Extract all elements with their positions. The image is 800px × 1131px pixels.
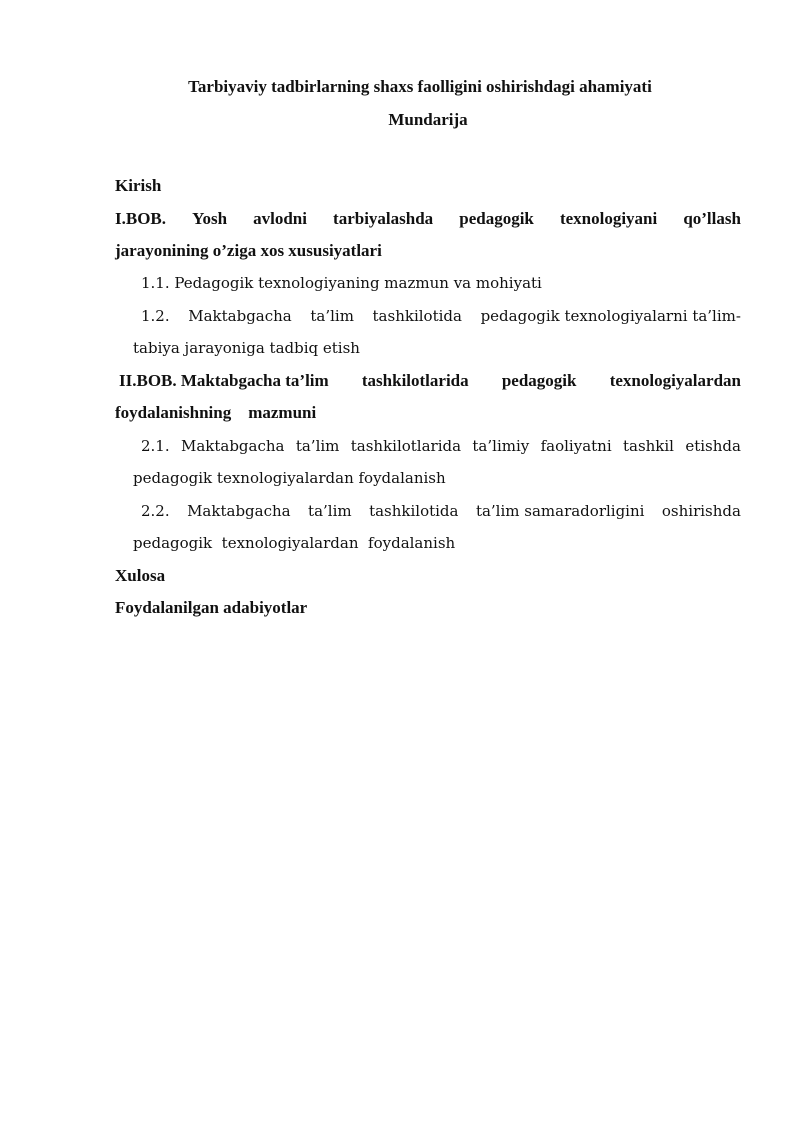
toc-word: tashkilotlarida <box>350 437 462 455</box>
toc-xulosa: Xulosa <box>115 566 166 585</box>
toc-word: 1.2. <box>141 307 170 325</box>
toc-references: Foydalanilgan adabiyotlar <box>115 598 308 617</box>
toc-word: pedagogik <box>459 209 534 228</box>
toc-word: 2.1. <box>141 437 170 455</box>
toc-word: Yosh <box>192 209 228 228</box>
toc-word: Maktabgacha <box>187 502 291 520</box>
toc-chapter-1-line-2: jarayonining o’ziga xos xususiyatlari <box>115 241 382 260</box>
toc-word: texnologiyani <box>559 209 658 228</box>
toc-word: ta’lim <box>310 307 354 325</box>
toc-word: tashkilotida <box>372 307 462 325</box>
toc-word: II.BOB. Maktabgacha ta’lim <box>119 371 329 390</box>
toc-word: avlodni <box>253 209 307 228</box>
toc-word: tashkilotida <box>369 502 459 520</box>
toc-word: tarbiyalashda <box>333 209 434 228</box>
toc-chapter-2-line-1 <box>119 371 741 391</box>
toc-chapter-1-line-1 <box>115 209 741 229</box>
toc-word: tashkil <box>622 437 674 455</box>
toc-kirish: Kirish <box>115 176 162 195</box>
toc-chapter-2-line-2: foydalanishning mazmuni <box>115 403 317 422</box>
toc-word: tashkilotlarida <box>361 371 469 390</box>
toc-section-1-2-line-1 <box>141 306 741 326</box>
toc-word: texnologiyalardan <box>609 371 741 390</box>
toc-word: etishda <box>685 437 741 455</box>
toc-word: ta’lim <box>295 437 340 455</box>
toc-word: oshirishda <box>661 502 741 520</box>
document-subtitle: Mundarija <box>388 110 468 129</box>
toc-section-1-1: 1.1. Pedagogik texnologiyaning mazmun va mohiyati <box>141 274 542 292</box>
toc-word: I.BOB. <box>115 209 167 228</box>
toc-word: faoliyatni <box>540 437 612 455</box>
toc-section-1-2-line-2: tabiya jarayoniga tadbiq etish <box>133 339 360 357</box>
toc-section-2-2-line-1 <box>141 501 741 521</box>
toc-section-2-1-line-2: pedagogik texnologiyalardan foydalanish <box>133 469 446 487</box>
toc-section-2-1-line-1 <box>141 436 741 456</box>
toc-word: qo’llash <box>683 209 741 228</box>
toc-word: pedagogik <box>501 371 577 390</box>
toc-word: pedagogik texnologiyalarni ta’lim- <box>480 307 741 325</box>
toc-word: 2.2. <box>141 502 170 520</box>
toc-word: ta’limiy <box>472 437 530 455</box>
document-title: Tarbiyaviy tadbirlarning shaxs faolligini oshirishdagi ahamiyati <box>188 77 652 96</box>
toc-word: ta’lim <box>308 502 352 520</box>
toc-section-2-2-line-2: pedagogik texnologiyalardan foydalanish <box>133 534 456 552</box>
toc-word: ta’lim samaradorligini <box>475 502 645 520</box>
toc-word: Maktabgacha <box>180 437 285 455</box>
toc-word: Maktabgacha <box>188 307 292 325</box>
